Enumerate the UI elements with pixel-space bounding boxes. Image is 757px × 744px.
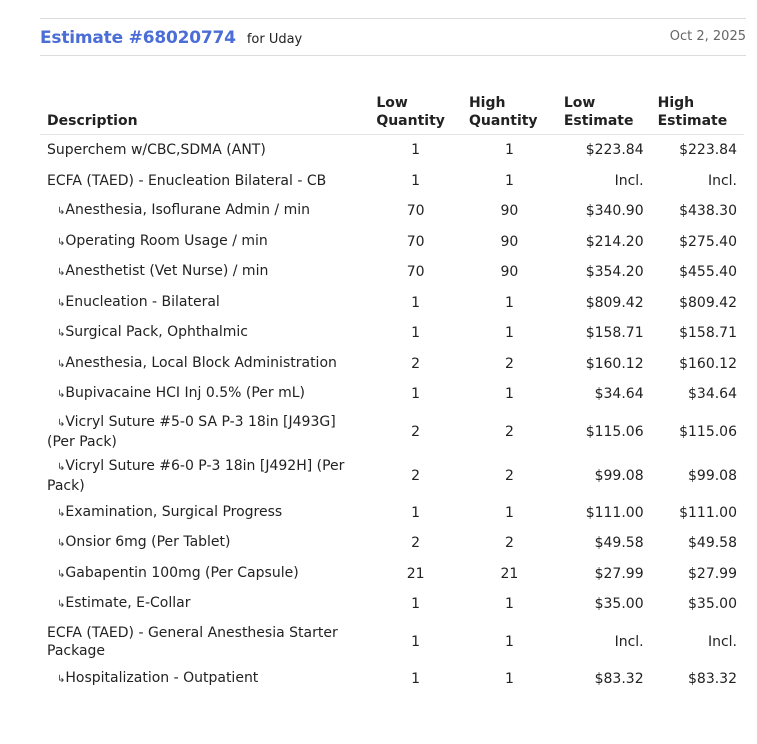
low-estimate-cell: $99.08	[594, 467, 644, 484]
table-row	[40, 664, 744, 695]
table-row	[40, 498, 744, 529]
line-item-name: Examination, Surgical Progress	[65, 503, 283, 520]
low-quantity-cell: 1	[411, 670, 421, 687]
high-estimate-cell: $111.00	[679, 504, 737, 521]
low-estimate-cell: $27.99	[594, 565, 644, 582]
estimate-table	[40, 92, 744, 694]
line-item-description	[40, 135, 369, 166]
table-row	[40, 559, 744, 590]
high-estimate-cell: $158.71	[679, 325, 737, 342]
low-quantity-cell: 70	[406, 233, 425, 250]
low-quantity-cell: 1	[411, 386, 421, 403]
low-estimate-cell: Incl.	[614, 172, 644, 189]
high-estimate-cell: Incl.	[707, 633, 737, 650]
high-quantity-cell: 2	[504, 467, 514, 484]
sub-item-arrow-icon: ↳	[57, 236, 66, 248]
high-estimate-cell: $49.58	[688, 535, 737, 552]
line-item-name: Superchem w/CBC,SDMA (ANT)	[47, 142, 266, 159]
low-estimate-cell: $111.00	[585, 504, 644, 521]
line-item-name: Bupivacaine HCI Inj 0.5% (Per mL)	[65, 385, 305, 402]
high-quantity-cell: 90	[500, 203, 519, 220]
line-item-description	[40, 257, 369, 288]
table-row	[40, 135, 744, 166]
line-item-description	[40, 589, 369, 620]
low-estimate-cell: $160.12	[585, 355, 644, 372]
high-estimate-cell: $809.42	[679, 294, 737, 311]
high-quantity-cell: 1	[504, 142, 514, 159]
high-estimate-cell: $455.40	[679, 264, 737, 281]
high-estimate-cell: $34.64	[688, 386, 737, 403]
table-row	[40, 620, 744, 664]
low-estimate-cell: $158.71	[585, 325, 644, 342]
line-item-description	[40, 349, 369, 380]
line-item-description	[40, 559, 369, 590]
line-item-description	[40, 498, 369, 529]
table-row	[40, 528, 744, 559]
line-item-name: Estimate, E-Collar	[65, 595, 191, 612]
estimate-title-link[interactable]: Estimate #68020774	[40, 28, 236, 48]
low-estimate-cell: $809.42	[585, 294, 644, 311]
table-body	[40, 135, 744, 695]
line-item-description	[40, 379, 369, 410]
high-estimate-cell: $275.40	[679, 233, 737, 250]
high-estimate-cell: $115.06	[679, 423, 737, 440]
low-quantity-cell: 2	[411, 467, 421, 484]
low-quantity-cell: 1	[411, 172, 421, 189]
table-header-row	[40, 92, 744, 135]
high-estimate-cell: $99.08	[688, 467, 737, 484]
sub-item-arrow-icon: ↳	[57, 328, 66, 340]
high-quantity-cell: 2	[504, 355, 514, 372]
low-estimate-cell: $34.64	[594, 386, 644, 403]
sub-item-arrow-icon: ↳	[57, 568, 66, 580]
sub-item-arrow-icon: ↳	[57, 358, 66, 370]
high-quantity-cell: 2	[504, 423, 514, 440]
low-quantity-cell: 2	[411, 535, 421, 552]
low-quantity-cell: 70	[406, 203, 425, 220]
line-item-name: Onsior 6mg (Per Tablet)	[65, 534, 231, 551]
line-item-name: Anesthetist (Vet Nurse) / min	[65, 263, 269, 280]
low-quantity-cell: 70	[406, 264, 425, 281]
low-estimate-cell: $340.90	[585, 203, 644, 220]
sub-item-arrow-icon: ↳	[57, 417, 66, 429]
table-row	[40, 349, 744, 380]
table-row	[40, 257, 744, 288]
high-quantity-cell: 2	[504, 535, 514, 552]
table-row	[40, 288, 744, 319]
low-quantity-cell: 2	[411, 423, 421, 440]
low-estimate-cell: $115.06	[585, 423, 644, 440]
high-estimate-cell: $83.32	[688, 670, 737, 687]
line-item-name: Operating Room Usage / min	[65, 232, 268, 249]
line-item-name: ECFA (TAED) - Enucleation Bilateral - CB	[47, 172, 327, 189]
low-quantity-cell: 1	[411, 325, 421, 342]
low-estimate-cell: $354.20	[585, 264, 644, 281]
column-header-high-estimate: High Estimate	[651, 92, 744, 135]
line-item-description	[40, 227, 369, 258]
high-quantity-cell: 1	[504, 670, 514, 687]
high-quantity-cell: 1	[504, 294, 514, 311]
low-quantity-cell: 1	[411, 142, 421, 159]
low-estimate-cell: $35.00	[594, 596, 644, 613]
line-item-description	[40, 318, 369, 349]
table-row	[40, 454, 744, 498]
column-header-low-quantity: Low Quantity	[369, 92, 462, 135]
sub-item-arrow-icon: ↳	[57, 507, 66, 519]
table-row	[40, 318, 744, 349]
table-row	[40, 196, 744, 227]
sub-item-arrow-icon: ↳	[57, 389, 66, 401]
line-item-description	[40, 166, 369, 197]
low-quantity-cell: 1	[411, 294, 421, 311]
sub-item-arrow-icon: ↳	[57, 267, 66, 279]
line-item-name: Anesthesia, Isoflurane Admin / min	[65, 202, 310, 219]
low-quantity-cell: 1	[411, 633, 421, 650]
title-group	[40, 28, 302, 48]
line-item-name: Vicryl Suture #5-0 SA P-3 18in [J493G] (Per Pack)	[47, 413, 336, 450]
high-quantity-cell: 1	[504, 633, 514, 650]
high-estimate-cell: $160.12	[679, 355, 737, 372]
line-item-description	[40, 664, 369, 695]
table-row	[40, 166, 744, 197]
sub-item-arrow-icon: ↳	[57, 297, 66, 309]
line-item-name: Gabapentin 100mg (Per Capsule)	[65, 564, 299, 581]
low-quantity-cell: 21	[406, 565, 425, 582]
client-label: for Uday	[246, 32, 303, 47]
high-quantity-cell: 1	[504, 325, 514, 342]
low-estimate-cell: $214.20	[585, 233, 644, 250]
high-quantity-cell: 1	[504, 386, 514, 403]
high-quantity-cell: 1	[504, 596, 514, 613]
high-quantity-cell: 21	[500, 565, 519, 582]
line-item-description	[40, 620, 369, 664]
high-estimate-cell: $27.99	[688, 565, 737, 582]
low-estimate-cell: $49.58	[594, 535, 644, 552]
table-row	[40, 410, 744, 454]
high-estimate-cell: Incl.	[707, 172, 737, 189]
line-item-description	[40, 288, 369, 319]
table-row	[40, 379, 744, 410]
line-item-name: ECFA (TAED) - General Anesthesia Starter Package	[47, 624, 338, 659]
estimate-header	[40, 18, 746, 56]
high-quantity-cell: 1	[504, 504, 514, 521]
line-item-name: Hospitalization - Outpatient	[65, 669, 259, 686]
line-item-description	[40, 410, 369, 454]
line-item-name: Enucleation - Bilateral	[65, 293, 220, 310]
line-item-name: Surgical Pack, Ophthalmic	[65, 324, 248, 341]
high-quantity-cell: 1	[504, 172, 514, 189]
low-quantity-cell: 1	[411, 504, 421, 521]
high-estimate-cell: $438.30	[679, 203, 737, 220]
line-item-description	[40, 196, 369, 227]
high-estimate-cell: $35.00	[688, 596, 737, 613]
low-estimate-cell: $223.84	[585, 142, 644, 159]
high-quantity-cell: 90	[500, 264, 519, 281]
estimate-date: Oct 2, 2025	[669, 29, 746, 44]
line-item-description	[40, 528, 369, 559]
line-item-name: Anesthesia, Local Block Administration	[65, 354, 337, 371]
table-row	[40, 589, 744, 620]
low-quantity-cell: 1	[411, 596, 421, 613]
sub-item-arrow-icon: ↳	[57, 673, 66, 685]
line-item-description	[40, 454, 369, 498]
sub-item-arrow-icon: ↳	[57, 538, 66, 550]
sub-item-arrow-icon: ↳	[57, 461, 66, 473]
low-estimate-cell: Incl.	[614, 633, 644, 650]
line-item-name: Vicryl Suture #6-0 P-3 18in [J492H] (Per Pack)	[47, 457, 345, 494]
column-header-description: Description	[40, 92, 369, 135]
high-quantity-cell: 90	[500, 233, 519, 250]
column-header-high-quantity: High Quantity	[462, 92, 557, 135]
high-estimate-cell: $223.84	[679, 142, 737, 159]
column-header-low-estimate: Low Estimate	[557, 92, 651, 135]
sub-item-arrow-icon: ↳	[57, 599, 66, 611]
low-estimate-cell: $83.32	[594, 670, 644, 687]
table-row	[40, 227, 744, 258]
low-quantity-cell: 2	[411, 355, 421, 372]
sub-item-arrow-icon: ↳	[57, 206, 66, 218]
